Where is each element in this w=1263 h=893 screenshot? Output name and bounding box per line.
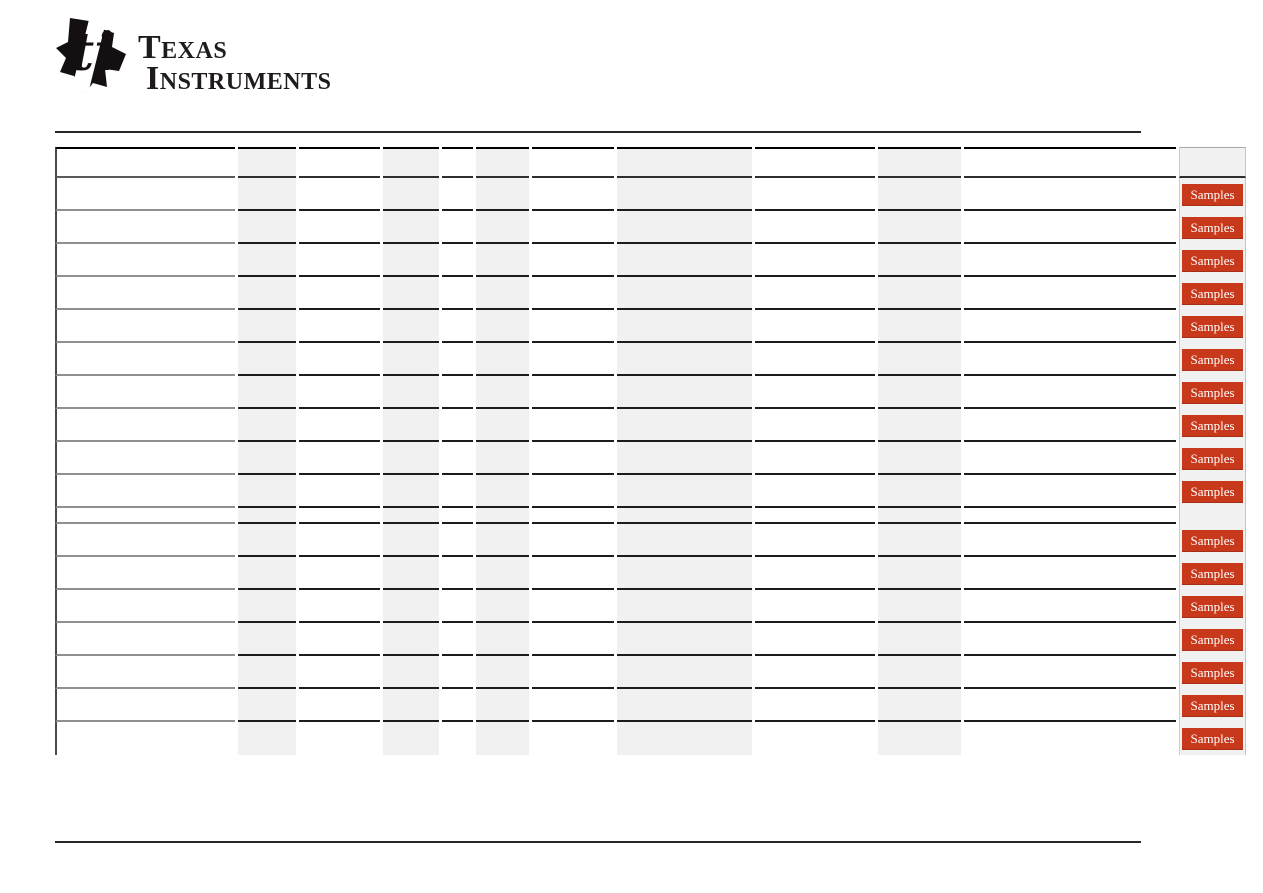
cell	[299, 590, 380, 623]
cell	[238, 310, 296, 343]
cell	[476, 475, 529, 508]
cell	[238, 590, 296, 623]
cell-samples	[1179, 277, 1246, 310]
cell-part-number	[55, 524, 235, 557]
cell-samples	[1179, 211, 1246, 244]
cell-samples	[1179, 442, 1246, 475]
cell	[476, 244, 529, 277]
cell	[476, 343, 529, 376]
cell	[442, 623, 473, 656]
cell	[878, 557, 961, 590]
product-table	[52, 147, 1249, 755]
cell	[238, 277, 296, 310]
cell	[964, 244, 1176, 277]
cell	[238, 689, 296, 722]
header-cell	[383, 147, 439, 178]
cell	[383, 524, 439, 557]
cell	[755, 244, 875, 277]
cell	[964, 557, 1176, 590]
cell	[617, 508, 752, 524]
cell	[755, 475, 875, 508]
cell	[878, 310, 961, 343]
cell	[383, 310, 439, 343]
cell	[383, 722, 439, 755]
cell	[532, 508, 614, 524]
cell	[755, 508, 875, 524]
cell	[964, 178, 1176, 211]
table-body	[55, 178, 1246, 755]
cell	[442, 277, 473, 310]
cell	[755, 722, 875, 755]
samples-button[interactable]: Samples	[1182, 728, 1243, 750]
cell	[532, 557, 614, 590]
cell	[755, 590, 875, 623]
cell	[442, 475, 473, 508]
cell	[442, 656, 473, 689]
cell	[442, 524, 473, 557]
cell	[476, 178, 529, 211]
cell	[442, 508, 473, 524]
cell	[383, 623, 439, 656]
table-row	[55, 524, 1246, 557]
cell	[532, 244, 614, 277]
cell	[964, 508, 1176, 524]
cell-part-number	[55, 508, 235, 524]
samples-button[interactable]: Samples	[1182, 563, 1243, 585]
cell-samples	[1179, 722, 1246, 755]
cell	[532, 656, 614, 689]
cell	[299, 244, 380, 277]
cell	[878, 590, 961, 623]
table-row	[55, 343, 1246, 376]
cell	[299, 557, 380, 590]
cell	[383, 656, 439, 689]
cell	[532, 178, 614, 211]
cell	[755, 277, 875, 310]
cell	[964, 442, 1176, 475]
cell	[299, 442, 380, 475]
cell	[442, 211, 473, 244]
cell	[299, 277, 380, 310]
cell-part-number	[55, 343, 235, 376]
table-row	[55, 689, 1246, 722]
samples-button[interactable]: Samples	[1182, 695, 1243, 717]
samples-button[interactable]: Samples	[1182, 217, 1243, 239]
samples-button[interactable]: Samples	[1182, 382, 1243, 404]
cell	[755, 409, 875, 442]
cell	[617, 211, 752, 244]
cell	[878, 244, 961, 277]
cell	[617, 343, 752, 376]
cell	[476, 376, 529, 409]
header-cell	[299, 147, 380, 178]
cell-samples	[1179, 689, 1246, 722]
cell	[617, 277, 752, 310]
cell	[476, 557, 529, 590]
cell	[299, 524, 380, 557]
cell	[532, 590, 614, 623]
cell	[238, 722, 296, 755]
cell	[617, 475, 752, 508]
cell	[532, 277, 614, 310]
cell	[532, 623, 614, 656]
cell	[617, 689, 752, 722]
cell	[442, 689, 473, 722]
cell-samples	[1179, 310, 1246, 343]
cell	[964, 656, 1176, 689]
cell	[476, 722, 529, 755]
cell	[755, 310, 875, 343]
cell	[476, 524, 529, 557]
cell	[299, 689, 380, 722]
cell-part-number	[55, 310, 235, 343]
cell-part-number	[55, 409, 235, 442]
bottom-divider	[55, 841, 1141, 843]
cell	[878, 689, 961, 722]
samples-button[interactable]: Samples	[1182, 530, 1243, 552]
samples-button[interactable]: Samples	[1182, 184, 1243, 206]
cell	[617, 409, 752, 442]
cell	[878, 442, 961, 475]
cell	[476, 409, 529, 442]
table-row	[55, 623, 1246, 656]
samples-button[interactable]: Samples	[1182, 596, 1243, 618]
cell	[238, 376, 296, 409]
cell-samples	[1179, 590, 1246, 623]
header-cell	[55, 147, 235, 178]
cell	[238, 178, 296, 211]
ti-texas-mark-icon	[55, 14, 129, 92]
cell	[299, 343, 380, 376]
cell	[617, 722, 752, 755]
samples-button[interactable]: Samples	[1182, 481, 1243, 503]
header-cell	[755, 147, 875, 178]
cell	[755, 656, 875, 689]
cell-samples	[1179, 343, 1246, 376]
cell-samples	[1179, 623, 1246, 656]
cell	[238, 343, 296, 376]
cell	[476, 689, 529, 722]
logo-text-instruments: Instruments	[146, 59, 332, 97]
cell	[442, 442, 473, 475]
cell	[238, 244, 296, 277]
cell	[878, 277, 961, 310]
cell	[476, 656, 529, 689]
cell	[964, 409, 1176, 442]
cell	[532, 689, 614, 722]
cell	[878, 524, 961, 557]
cell	[964, 376, 1176, 409]
cell	[755, 211, 875, 244]
table-row	[55, 409, 1246, 442]
cell	[299, 211, 380, 244]
cell	[442, 409, 473, 442]
cell	[617, 442, 752, 475]
cell	[299, 508, 380, 524]
samples-button[interactable]: Samples	[1182, 629, 1243, 651]
cell-part-number	[55, 442, 235, 475]
cell	[383, 211, 439, 244]
cell	[238, 508, 296, 524]
samples-button[interactable]: Samples	[1182, 662, 1243, 684]
cell-part-number	[55, 557, 235, 590]
masthead	[55, 14, 331, 95]
cell-samples	[1179, 475, 1246, 508]
cell	[878, 343, 961, 376]
cell	[476, 442, 529, 475]
table-row	[55, 178, 1246, 211]
cell-part-number	[55, 590, 235, 623]
cell	[383, 475, 439, 508]
cell	[964, 722, 1176, 755]
cell	[755, 557, 875, 590]
cell	[755, 376, 875, 409]
samples-button[interactable]: Samples	[1182, 415, 1243, 437]
cell	[755, 343, 875, 376]
cell	[383, 376, 439, 409]
cell	[532, 475, 614, 508]
table-row	[55, 590, 1246, 623]
cell	[476, 508, 529, 524]
cell	[755, 623, 875, 656]
cell-samples	[1179, 656, 1246, 689]
table-row	[55, 656, 1246, 689]
cell	[617, 376, 752, 409]
cell	[476, 590, 529, 623]
header-cell	[442, 147, 473, 178]
cell	[878, 409, 961, 442]
cell	[383, 442, 439, 475]
cell	[532, 376, 614, 409]
cell	[532, 211, 614, 244]
table-row	[55, 310, 1246, 343]
cell	[755, 178, 875, 211]
cell	[476, 211, 529, 244]
logo-text-texas: Texas	[138, 29, 228, 66]
cell	[299, 475, 380, 508]
cell-part-number	[55, 656, 235, 689]
cell	[617, 656, 752, 689]
cell	[878, 211, 961, 244]
header-cell	[532, 147, 614, 178]
cell-part-number	[55, 722, 235, 755]
cell	[617, 623, 752, 656]
cell	[964, 689, 1176, 722]
cell	[617, 310, 752, 343]
header-cell-samples	[1179, 147, 1246, 178]
table-row	[55, 211, 1246, 244]
cell	[299, 623, 380, 656]
cell	[878, 475, 961, 508]
cell-part-number	[55, 244, 235, 277]
header-cell	[476, 147, 529, 178]
ti-logo[interactable]	[55, 14, 331, 95]
top-divider	[55, 131, 1141, 133]
cell	[878, 722, 961, 755]
samples-button[interactable]: Samples	[1182, 250, 1243, 272]
cell	[755, 689, 875, 722]
cell	[383, 178, 439, 211]
cell	[442, 343, 473, 376]
cell-part-number	[55, 623, 235, 656]
cell	[238, 475, 296, 508]
cell	[755, 442, 875, 475]
cell-samples	[1179, 557, 1246, 590]
logo-wordmark	[138, 29, 332, 97]
cell	[299, 310, 380, 343]
table-row	[55, 475, 1246, 508]
samples-button[interactable]: Samples	[1182, 283, 1243, 305]
cell	[383, 277, 439, 310]
cell-part-number	[55, 277, 235, 310]
cell	[755, 524, 875, 557]
cell	[476, 310, 529, 343]
cell	[442, 557, 473, 590]
cell	[878, 623, 961, 656]
samples-button[interactable]: Samples	[1182, 316, 1243, 338]
table-row	[55, 557, 1246, 590]
cell	[383, 689, 439, 722]
cell	[878, 508, 961, 524]
cell	[532, 409, 614, 442]
cell	[476, 277, 529, 310]
cell	[964, 343, 1176, 376]
table-row	[55, 277, 1246, 310]
cell	[299, 656, 380, 689]
cell-part-number	[55, 211, 235, 244]
svg-text:ti: ti	[70, 22, 114, 83]
cell	[617, 524, 752, 557]
cell	[383, 590, 439, 623]
cell	[617, 244, 752, 277]
cell-samples	[1179, 508, 1246, 524]
cell	[532, 442, 614, 475]
cell	[383, 557, 439, 590]
cell	[238, 557, 296, 590]
cell	[532, 343, 614, 376]
cell	[238, 623, 296, 656]
cell	[383, 244, 439, 277]
cell	[964, 277, 1176, 310]
cell-samples	[1179, 409, 1246, 442]
cell	[442, 310, 473, 343]
cell	[299, 376, 380, 409]
cell	[964, 524, 1176, 557]
cell	[532, 722, 614, 755]
cell-part-number	[55, 475, 235, 508]
samples-button[interactable]: Samples	[1182, 349, 1243, 371]
header-cell	[238, 147, 296, 178]
cell	[617, 178, 752, 211]
cell	[299, 178, 380, 211]
cell	[878, 178, 961, 211]
cell	[964, 211, 1176, 244]
header-cell	[964, 147, 1176, 178]
cell	[442, 722, 473, 755]
header-cell	[617, 147, 752, 178]
table-header-row	[55, 147, 1246, 178]
table-header	[55, 147, 1246, 178]
header-cell	[878, 147, 961, 178]
cell	[476, 623, 529, 656]
cell	[442, 178, 473, 211]
cell	[442, 244, 473, 277]
cell	[383, 409, 439, 442]
cell	[617, 590, 752, 623]
cell	[617, 557, 752, 590]
table-row	[55, 442, 1246, 475]
cell-samples	[1179, 244, 1246, 277]
cell	[532, 524, 614, 557]
cell	[442, 376, 473, 409]
table-row	[55, 376, 1246, 409]
cell	[878, 656, 961, 689]
cell-samples	[1179, 178, 1246, 211]
cell	[383, 508, 439, 524]
cell-samples	[1179, 376, 1246, 409]
cell	[299, 722, 380, 755]
cell	[238, 211, 296, 244]
cell	[964, 590, 1176, 623]
cell	[383, 343, 439, 376]
samples-button[interactable]: Samples	[1182, 448, 1243, 470]
cell	[442, 590, 473, 623]
cell	[238, 442, 296, 475]
cell-part-number	[55, 689, 235, 722]
cell	[532, 310, 614, 343]
cell-part-number	[55, 376, 235, 409]
cell	[878, 376, 961, 409]
cell	[238, 656, 296, 689]
cell-part-number	[55, 178, 235, 211]
cell-samples	[1179, 524, 1246, 557]
cell	[299, 409, 380, 442]
cell	[238, 409, 296, 442]
cell	[964, 310, 1176, 343]
cell	[964, 475, 1176, 508]
table-spacer-row	[55, 508, 1246, 524]
table-row	[55, 722, 1246, 755]
table-row	[55, 244, 1246, 277]
cell	[964, 623, 1176, 656]
cell	[238, 524, 296, 557]
